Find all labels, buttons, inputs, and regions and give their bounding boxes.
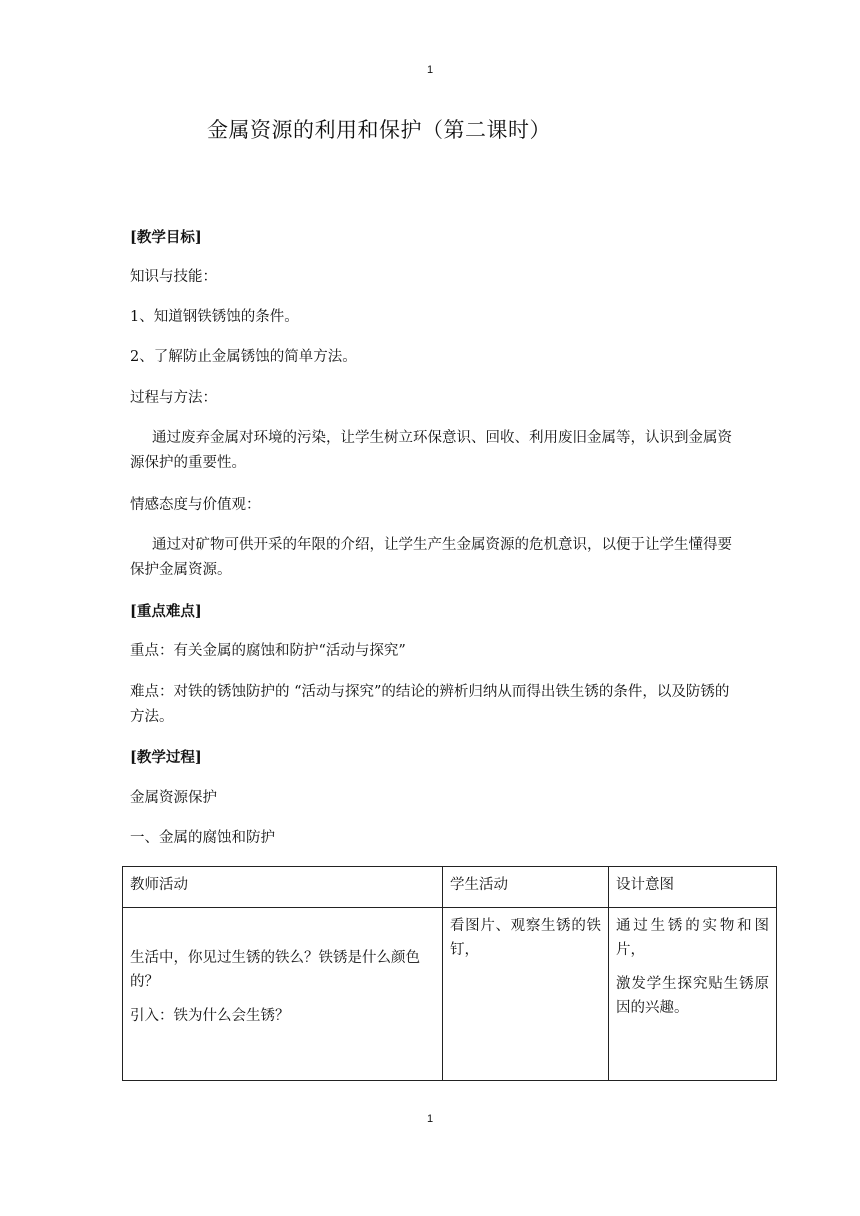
process-label: 过程与方法： bbox=[130, 390, 217, 406]
key-points-heading: [重点难点] bbox=[130, 603, 202, 620]
student-activity-cell bbox=[443, 908, 609, 1081]
page-number-header: 1 bbox=[426, 64, 434, 76]
process-paragraph: 通过废弃金属对环境的污染，让学生树立环保意识、回收、利用废旧金属等，认识到金属资源保护的重要性。 bbox=[130, 430, 732, 471]
objectives-heading: [教学目标] bbox=[130, 229, 202, 246]
teacher-line-2: 引入：铁为什么会生锈？ bbox=[130, 1008, 290, 1024]
teacher-activity-cell bbox=[123, 908, 443, 1081]
emotion-label: 情感态度与价值观： bbox=[130, 497, 261, 513]
design-intent-cell bbox=[609, 908, 777, 1081]
knowledge-item-2: 2、了解防止金属锈蚀的简单方法。 bbox=[130, 349, 357, 365]
header-student-activity: 学生活动 bbox=[443, 867, 609, 908]
table-row bbox=[123, 908, 777, 1081]
process-topic: 金属资源保护 bbox=[130, 790, 217, 806]
knowledge-item-1: 1、知道钢铁锈蚀的条件。 bbox=[130, 309, 299, 325]
knowledge-label: 知识与技能： bbox=[130, 269, 217, 285]
teacher-line-1: 生活中，你见过生锈的铁么？铁锈是什么颜色的？ bbox=[130, 950, 420, 990]
header-design-intent: 设计意图 bbox=[609, 867, 777, 908]
process-section: 一、金属的腐蚀和防护 bbox=[130, 830, 275, 846]
document-title: 金属资源的利用和保护（第二课时） bbox=[207, 118, 551, 142]
difficult-point-text: 难点：对铁的锈蚀防护的 “活动与探究”的结论的辨析归纳从而得出铁生锈的条件，以及防锈的方法。 bbox=[130, 684, 730, 725]
header-teacher-activity: 教师活动 bbox=[123, 867, 443, 908]
process-heading: [教学过程] bbox=[130, 749, 202, 766]
emotion-paragraph: 通过对矿物可供开采的年限的介绍，让学生产生金属资源的危机意识，以便于让学生懂得要保护金属资源。 bbox=[130, 537, 732, 578]
intent-line-2: 激发学生探究贴生锈原因的兴趣。 bbox=[616, 976, 769, 1016]
lesson-table bbox=[122, 866, 777, 1081]
key-point-text: 重点：有关金属的腐蚀和防护“活动与探究” bbox=[130, 643, 406, 659]
table-header-row bbox=[123, 867, 777, 908]
page-number-footer: 1 bbox=[426, 1113, 434, 1125]
student-activity-text: 看图片、观察生锈的铁钉， bbox=[450, 918, 601, 958]
intent-line-1: 通过生锈的实物和图片， bbox=[616, 918, 769, 958]
